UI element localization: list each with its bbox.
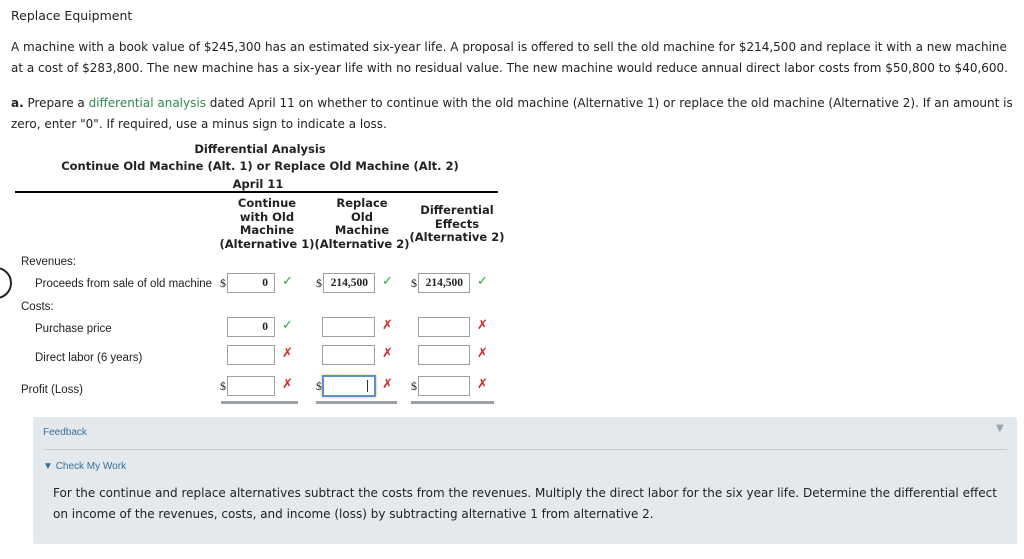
analysis-title: Differential Analysis (194, 142, 326, 156)
part-a-text-after: dated April 11 on whether to continue with the old machine (Alternative 1) or replace the old machine (Alternative 2). If an amount is zero, enter "0". If required, use a minus sign to indicate a loss. (11, 96, 1013, 131)
check-my-work-label: Check My Work (55, 461, 127, 472)
proceeds-alt2-input[interactable]: 214,500 (323, 273, 375, 293)
profit-loss-label: Profit (Loss) (21, 384, 83, 396)
x-mark-icon: ✗ (282, 346, 293, 361)
x-mark-icon: ✗ (477, 377, 488, 392)
direct-labor-label: Direct labor (6 years) (35, 352, 143, 364)
currency-symbol: $ (316, 379, 322, 393)
x-mark-icon: ✗ (477, 346, 488, 361)
check-icon: ✓ (282, 274, 293, 289)
currency-symbol: $ (220, 276, 226, 290)
purchase-alt2-input[interactable] (322, 317, 375, 337)
proceeds-diff-input[interactable]: 214,500 (418, 273, 470, 293)
header-rule (15, 191, 498, 193)
analysis-subtitle: Continue Old Machine (Alt. 1) or Replace Old Machine (Alt. 2) (61, 159, 459, 173)
check-icon: ✓ (477, 274, 488, 289)
total-underline-alt2 (316, 401, 397, 404)
analysis-date: April 11 (232, 177, 284, 191)
feedback-divider (43, 449, 1007, 450)
proceeds-label: Proceeds from sale of old machine (35, 278, 213, 290)
purchase-alt1-input[interactable]: 0 (227, 317, 275, 337)
feedback-text: For the continue and replace alternatives subtract the costs from the revenues. Multiply the direct labor for the six year life. Determine the differential effect on income of the revenues, costs, and income (loss) by subtracting alternative 1 from alternative 2. (53, 486, 997, 521)
currency-symbol: $ (220, 379, 226, 393)
check-icon: ✓ (282, 318, 293, 333)
x-mark-icon: ✗ (282, 377, 293, 392)
labor-alt2-input[interactable] (322, 345, 375, 365)
part-a-text-before: Prepare a (23, 96, 89, 110)
profit-diff-input[interactable] (418, 376, 470, 396)
profit-alt2-input[interactable] (322, 375, 376, 397)
x-mark-icon: ✗ (382, 346, 393, 361)
total-underline-diff (411, 401, 494, 404)
x-mark-icon: ✗ (382, 377, 393, 392)
problem-intro: A machine with a book value of $245,300 has an estimated six-year life. A proposal is offered to sell the old machine for $214,500 and replace it with a new machine at a cost of $283,800. The new machine has a six-year life with no residual value. The new machine would reduce annual direct labor costs from $50,800 to $40,600. (11, 40, 1008, 75)
purchase-diff-input[interactable] (418, 317, 470, 337)
currency-symbol: $ (316, 276, 322, 290)
currency-symbol: $ (411, 276, 417, 290)
x-mark-icon: ✗ (382, 318, 393, 333)
proceeds-alt1-input[interactable]: 0 (227, 273, 275, 293)
labor-diff-input[interactable] (418, 345, 470, 365)
triangle-down-icon[interactable]: ▼ (996, 423, 1004, 434)
purchase-price-label: Purchase price (35, 323, 112, 335)
column-header-differential: Differential Effects (Alternative 2) (409, 203, 505, 244)
page-title: Replace Equipment (11, 8, 133, 23)
part-a-label: a. (11, 96, 24, 110)
check-my-work-toggle[interactable] (43, 461, 126, 472)
check-icon: ✓ (382, 274, 393, 289)
differential-analysis-link[interactable]: differential analysis (88, 96, 206, 110)
column-header-alt1: Continue with Old Machine (Alternative 1) (219, 196, 315, 251)
currency-symbol: $ (411, 379, 417, 393)
text-cursor (367, 380, 368, 392)
revenues-label: Revenues: (21, 256, 76, 268)
column-header-alt2: Replace Old Machine (Alternative 2) (314, 196, 410, 251)
feedback-label: Feedback (43, 427, 87, 438)
part-a-instructions (11, 93, 1019, 134)
x-mark-icon: ✗ (477, 318, 488, 333)
profit-alt1-input[interactable] (227, 376, 275, 396)
side-circle-control (0, 267, 12, 299)
total-underline-alt1 (221, 401, 298, 404)
triangle-down-icon: ▼ (43, 461, 53, 472)
feedback-panel (33, 417, 1017, 544)
labor-alt1-input[interactable] (227, 345, 275, 365)
costs-label: Costs: (21, 301, 54, 313)
